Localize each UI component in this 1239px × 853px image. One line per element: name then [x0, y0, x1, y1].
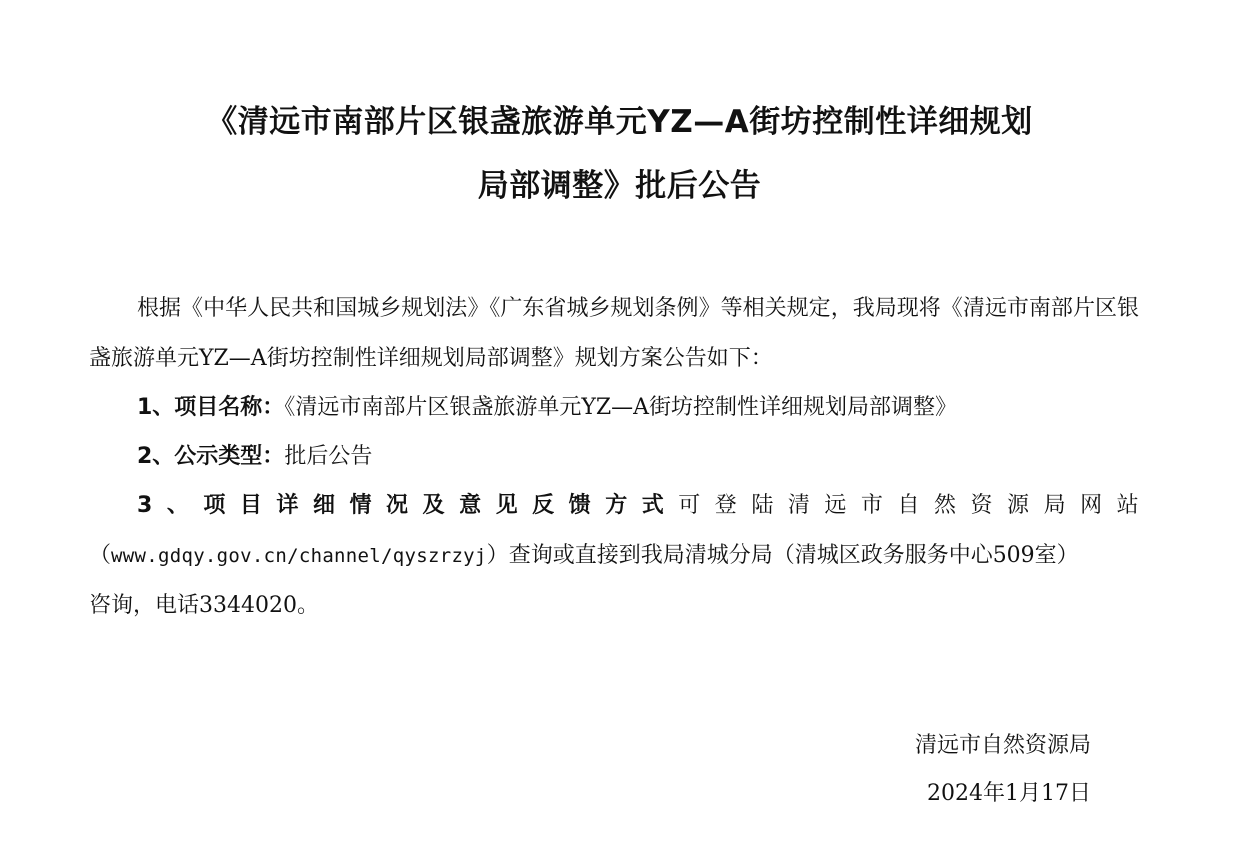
item-feedback-label-char: 式 — [641, 493, 664, 518]
item-feedback-text-char: 自 — [897, 493, 920, 518]
document-title-line-2: 局部调整》批后公告 — [477, 168, 762, 204]
item-feedback-first-line — [89, 481, 1139, 531]
item-project-name-value: 《清远市南部片区银盏旅游单元YZ—A街坊控制性详细规划局部调整》 — [284, 395, 958, 420]
item-feedback-text-char: 可 — [678, 493, 701, 518]
signature-organization: 清远市自然资源局 — [914, 733, 1091, 758]
item-feedback-url-line — [89, 531, 1139, 582]
item-feedback-text-char: 陆 — [751, 493, 774, 518]
item-notice-type-label: 2、公示类型： — [137, 444, 285, 469]
item-feedback-label-char: 馈 — [568, 493, 591, 518]
item-project-name-label: 1、项目名称： — [137, 395, 285, 420]
item-feedback-label-char: 况 — [386, 493, 409, 518]
item-feedback-text-char: 资 — [970, 493, 993, 518]
item-feedback-text-char: 网 — [1080, 493, 1103, 518]
item-feedback-label-char: 及 — [422, 493, 445, 518]
item-feedback-label-char: 方 — [605, 493, 628, 518]
item-feedback-label-char: 目 — [239, 493, 262, 518]
item-feedback-text-char: 清 — [787, 493, 810, 518]
item-feedback-text-char: 登 — [714, 493, 737, 518]
item-feedback-text-char: 远 — [824, 493, 847, 518]
item-feedback-text-char: 源 — [1007, 493, 1030, 518]
item-notice-type-value: 批后公告 — [284, 444, 373, 469]
item-feedback-label-char: 见 — [495, 493, 518, 518]
item-feedback-label-char: 细 — [312, 493, 335, 518]
item-feedback-text-line-3: 咨询，电话3344020。 — [89, 593, 319, 618]
item-feedback-label-char: 反 — [532, 493, 555, 518]
item-feedback-label-char: 3 — [137, 493, 153, 518]
item-feedback-text-char: 然 — [933, 493, 956, 518]
document-title-line-1: 《清远市南部片区银盏旅游单元YZ—A街坊控制性详细规划 — [206, 104, 1033, 140]
item-feedback-label-char: 意 — [459, 493, 482, 518]
item-feedback-label-char: 项 — [203, 493, 226, 518]
url-close-paren: ） — [486, 542, 509, 568]
url-open-paren: （ — [89, 542, 112, 568]
website-url: www.gdqy.gov.cn/channel/qyszrzyj — [111, 544, 487, 567]
item-feedback-text-line-2: 查询或直接到我局清城分局（清城区政务服务中心509室） — [508, 542, 1079, 568]
item-notice-type — [137, 432, 1139, 482]
item-feedback-label-char: 、 — [166, 493, 189, 518]
intro-paragraph: 根据《中华人民共和国城乡规划法》《广东省城乡规划条例》等相关规定，我局现将《清远市南部片区银盏旅游单元YZ—A街坊控制性详细规划局部调整》规划方案公告如下： — [89, 296, 1139, 371]
item-feedback-text-char: 站 — [1116, 493, 1139, 518]
item-feedback-text-char: 局 — [1043, 493, 1066, 518]
item-feedback-text-char: 市 — [860, 493, 883, 518]
item-project-name — [137, 383, 1139, 433]
item-feedback-method — [89, 481, 1139, 631]
signature-date: 2024年1月17日 — [927, 781, 1091, 806]
item-feedback-label-char: 详 — [276, 493, 299, 518]
item-feedback-label-char: 情 — [349, 493, 372, 518]
